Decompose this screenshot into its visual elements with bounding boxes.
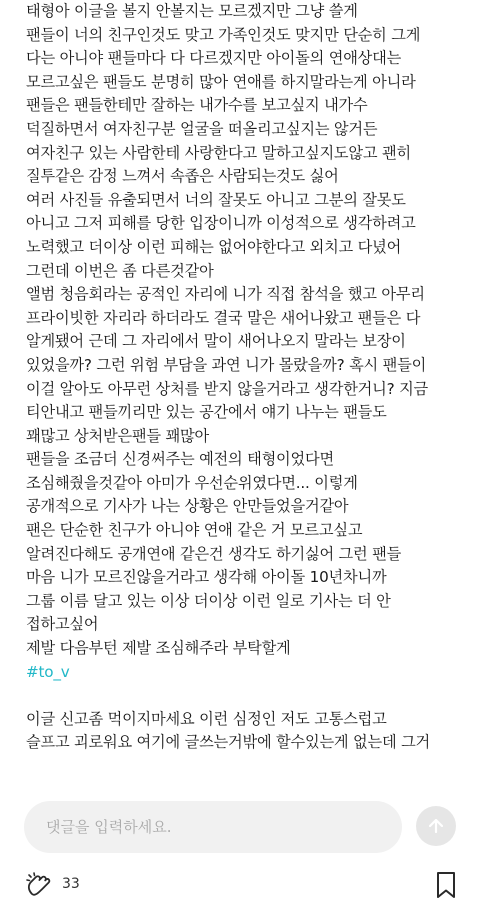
- post-line: 슬프고 괴로워요 여기에 글쓰는거밖에 할수있는게 없는데 그거: [26, 733, 431, 752]
- post-line: 마음 니가 모르진않을거라고 생각해 아이돌 10년차니까: [26, 568, 387, 587]
- post-line: 접하고싶어: [26, 615, 99, 634]
- post-line: 공개적으로 기사가 나는 상황은 안만들었을거같아: [26, 497, 349, 516]
- post-line: 알려진다해도 공개연애 같은건 생각도 하기싫어 그런 팬들: [26, 544, 402, 563]
- arrow-up-icon: [426, 816, 446, 836]
- post-line: 팬들이 너의 친구인것도 맞고 가족인것도 맞지만 단순히 그게: [26, 25, 421, 44]
- post-line: 여러 사진들 유출되면서 너의 잘못도 아니고 그분의 잘못도: [26, 190, 406, 209]
- post-line: 꽤많고 상처받은팬들 꽤많아: [26, 426, 209, 445]
- like-count: 33: [62, 876, 80, 892]
- post-line: 아니고 그저 피해를 당한 입장이니까 이성적으로 생각하려고: [26, 214, 416, 233]
- blank-line: [26, 684, 466, 708]
- post-line: 알게됐어 근데 그 자리에서 말이 새어나오지 말라는 보장이: [26, 332, 406, 351]
- send-button[interactable]: [416, 806, 456, 846]
- post-line: 모르고싶은 팬들도 분명히 많아 연애를 하지말라는게 아니라: [26, 72, 416, 91]
- post-line: 프라이빗한 자리라 하더라도 결국 말은 새어나왔고 팬들은 다: [26, 308, 421, 327]
- post-line: 팬은 단순한 친구가 아니야 연애 같은 거 모르고싶고: [26, 521, 363, 540]
- post-footer: [0, 862, 480, 915]
- bookmark-icon[interactable]: [435, 871, 457, 899]
- post-line: 그룹 이름 달고 있는 이상 더이상 이런 일로 기사는 더 안: [26, 591, 391, 610]
- post-line: 이글 신고좀 먹이지마세요 이런 심정인 저도 고통스럽고: [26, 709, 387, 728]
- comment-input-wrapper: [24, 801, 402, 853]
- clap-icon[interactable]: [24, 870, 54, 900]
- post-line: 다는 아니야 팬들마다 다 다르겠지만 아이돌의 연애상대는: [26, 49, 402, 68]
- post-line: 제발 다음부턴 제발 조심해주라 부탁할게: [26, 639, 291, 658]
- post-body: [26, 0, 466, 755]
- post-line: 팬들을 조금더 신경써주는 예전의 태형이었다면: [26, 450, 334, 469]
- comment-input[interactable]: [44, 817, 402, 837]
- post-line: 앨범 청음회라는 공적인 자리에 니가 직접 참석을 했고 아무리: [26, 285, 425, 304]
- post-line: 질투같은 감정 느껴서 속좁은 사람되는것도 싫어: [26, 167, 339, 186]
- post-line: 그런데 이번은 좀 다른것같아: [26, 261, 214, 280]
- post-line: 조심해줬을것같아 아미가 우선순위였다면... 이렇게: [26, 473, 358, 492]
- post-line: 노력했고 더이상 이런 피해는 없어야한다고 외치고 다녔어: [26, 237, 402, 256]
- post-line: 있었을까? 그런 위험 부담을 과연 니가 몰랐을까? 혹시 팬들이: [26, 355, 427, 374]
- post-line: 티안내고 팬들끼리만 있는 공간에서 얘기 나누는 팬들도: [26, 403, 387, 422]
- post-line: 덕질하면서 여자친구분 얼굴을 떠올리고싶지는 않거든: [26, 119, 378, 138]
- post-line: 여자친구 있는 사람한테 사랑한다고 말하고싶지도않고 괜히: [26, 143, 411, 162]
- hashtag-link[interactable]: #to_v: [26, 662, 70, 681]
- post-line: 태형아 이글을 볼지 안볼지는 모르겠지만 그냥 쓸게: [26, 2, 358, 20]
- post-line: 팬들은 팬들한테만 잘하는 내가수를 보고싶지 내가수: [26, 96, 368, 115]
- post-line: 이걸 알아도 아무런 상처를 받지 않을거라고 생각한거니? 지금: [26, 379, 429, 398]
